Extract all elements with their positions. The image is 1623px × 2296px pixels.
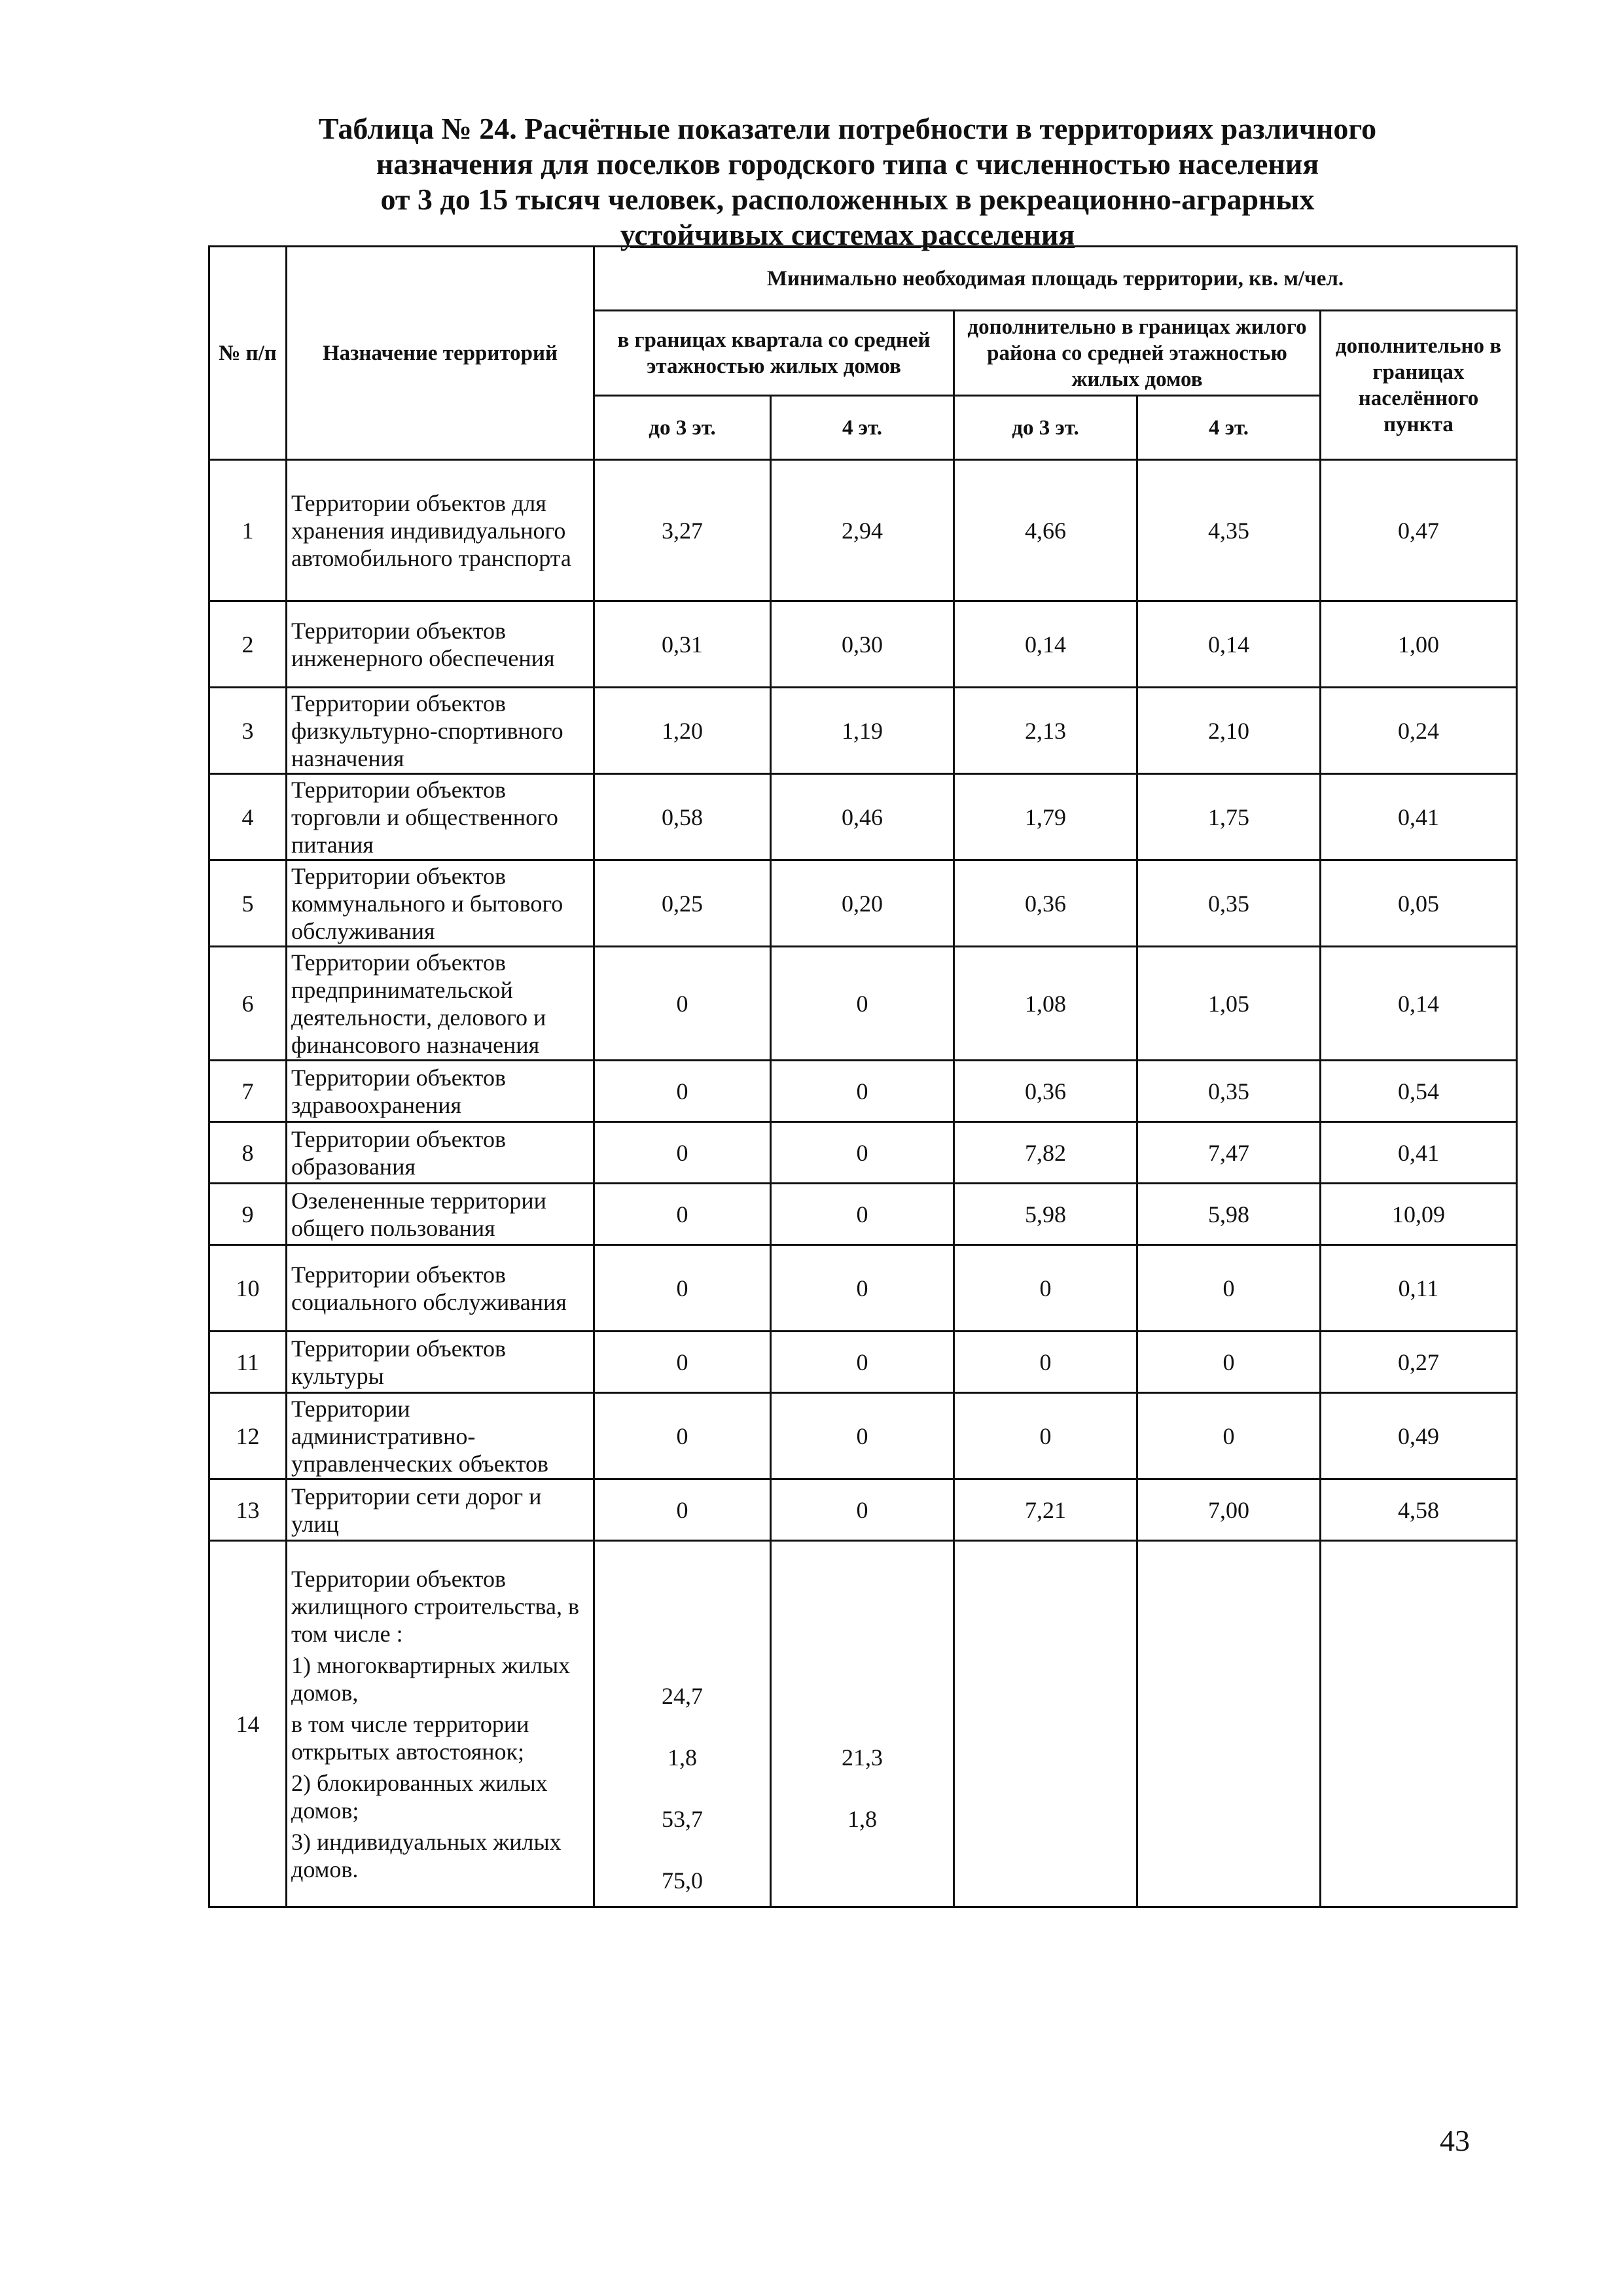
- cell-district-3: 0,14: [954, 601, 1137, 688]
- cell-district-3: 0: [954, 1332, 1137, 1393]
- cell-district-3: 4,66: [954, 460, 1137, 601]
- row-14-value: 75,0: [662, 1867, 703, 1894]
- row-name: Территории объектов здравоохранения: [287, 1061, 594, 1122]
- cell-district-4: 1,75: [1137, 774, 1321, 860]
- table-row: [209, 688, 1517, 774]
- cell-quarter-3: 0: [594, 1061, 771, 1122]
- header-number: № п/п: [209, 247, 287, 460]
- cell-settlement: 1,00: [1321, 601, 1517, 688]
- cell-quarter-4: 0: [771, 1332, 954, 1393]
- header-4-floors-district: 4 эт.: [1137, 396, 1321, 460]
- cell-quarter-3: [594, 1541, 771, 1907]
- cell-district-4: 7,47: [1137, 1122, 1321, 1184]
- cell-quarter-4: [771, 1541, 954, 1907]
- row-14-item-name: 2) блокированных жилых домов;: [291, 1769, 548, 1824]
- cell-quarter-3: 1,20: [594, 688, 771, 774]
- cell-quarter-4: 0,46: [771, 774, 954, 860]
- table-row: [209, 1061, 1517, 1122]
- table-row: [209, 947, 1517, 1061]
- header-purpose: Назначение территорий: [287, 247, 594, 460]
- row-name: Территории объектов социального обслуживания: [287, 1245, 594, 1332]
- row-number: 13: [209, 1479, 287, 1541]
- row-number: 8: [209, 1122, 287, 1184]
- row-14-value: 1,8: [668, 1744, 697, 1771]
- row-number: 11: [209, 1332, 287, 1393]
- cell-quarter-4: 0: [771, 1393, 954, 1479]
- title-line: назначения для поселков городского типа с численностью населения: [376, 147, 1319, 181]
- cell-settlement: 0,49: [1321, 1393, 1517, 1479]
- cell-district-4: 0: [1137, 1332, 1321, 1393]
- cell-settlement: 0,24: [1321, 688, 1517, 774]
- cell-district-3: 1,79: [954, 774, 1137, 860]
- cell-district-4: 0: [1137, 1393, 1321, 1479]
- table-row: [209, 1245, 1517, 1332]
- cell-settlement: 0,11: [1321, 1245, 1517, 1332]
- cell-district-3: 0,36: [954, 1061, 1137, 1122]
- cell-quarter-4: 0: [771, 1122, 954, 1184]
- table-row: [209, 1332, 1517, 1393]
- cell-settlement: 0,41: [1321, 1122, 1517, 1184]
- row-14-item-name: 3) индивидуальных жилых домов.: [291, 1828, 562, 1882]
- header-up-to-3-floors: до 3 эт.: [594, 396, 771, 460]
- table-row: [209, 1479, 1517, 1541]
- row-14-value: 1,8: [847, 1805, 877, 1832]
- cell-district-3: 0,36: [954, 860, 1137, 947]
- row-name: Территории объектов инженерного обеспечения: [287, 601, 594, 688]
- page-number: 43: [1440, 2124, 1470, 2157]
- row-number: 9: [209, 1184, 287, 1245]
- row-number: 4: [209, 774, 287, 860]
- cell-district-4: 0: [1137, 1245, 1321, 1332]
- cell-settlement: [1321, 1541, 1517, 1907]
- cell-quarter-4: 0: [771, 947, 954, 1061]
- cell-district-4: 2,10: [1137, 688, 1321, 774]
- cell-quarter-4: 0,30: [771, 601, 954, 688]
- header-min-area: Минимально необходимая площадь территории, кв. м/чел.: [594, 247, 1517, 311]
- cell-district-4: 0,35: [1137, 1061, 1321, 1122]
- cell-settlement: 0,05: [1321, 860, 1517, 947]
- cell-quarter-3: 0: [594, 1393, 771, 1479]
- header-district: дополнительно в границах жилого района со средней этажностью жилых домов: [954, 311, 1321, 396]
- row-name: Территории объектов предпринимательской деятельности, делового и финансового назначения: [287, 947, 594, 1061]
- row-number: 14: [209, 1541, 287, 1907]
- row-name: Озелененные территории общего пользования: [287, 1184, 594, 1245]
- cell-quarter-3: 0: [594, 1184, 771, 1245]
- row-14-value: 24,7: [662, 1682, 703, 1709]
- row-number: 2: [209, 601, 287, 688]
- cell-district-4: 0,14: [1137, 601, 1321, 688]
- row-14-value: 53,7: [662, 1805, 703, 1832]
- cell-quarter-4: 0,20: [771, 860, 954, 947]
- cell-settlement: 10,09: [1321, 1184, 1517, 1245]
- cell-settlement: 0,54: [1321, 1061, 1517, 1122]
- cell-quarter-3: 0: [594, 1245, 771, 1332]
- row-name: Территории объектов коммунального и бытового обслуживания: [287, 860, 594, 947]
- row-number: 10: [209, 1245, 287, 1332]
- row-name: Территории объектов образования: [287, 1122, 594, 1184]
- table-row: [209, 860, 1517, 947]
- cell-settlement: 0,27: [1321, 1332, 1517, 1393]
- header-quarter: в границах квартала со средней этажностью жилых домов: [594, 311, 954, 396]
- cell-district-3: 0: [954, 1393, 1137, 1479]
- cell-district-3: 0: [954, 1245, 1137, 1332]
- table-row: [209, 1541, 1517, 1907]
- row-14-item-name: 1) многоквартирных жилых домов,: [291, 1651, 571, 1706]
- cell-settlement: 0,47: [1321, 460, 1517, 601]
- table-row: [209, 601, 1517, 688]
- cell-quarter-3: 0,25: [594, 860, 771, 947]
- cell-quarter-4: 1,19: [771, 688, 954, 774]
- header-up-to-3-floors-district: до 3 эт.: [954, 396, 1137, 460]
- cell-quarter-3: 3,27: [594, 460, 771, 601]
- title-line: Таблица № 24. Расчётные показатели потребности в территориях различного: [318, 112, 1377, 145]
- title-line: устойчивых системах расселения: [620, 218, 1075, 251]
- cell-district-4: 4,35: [1137, 460, 1321, 601]
- table-row: [209, 1393, 1517, 1479]
- cell-district-4: 5,98: [1137, 1184, 1321, 1245]
- cell-quarter-3: 0: [594, 947, 771, 1061]
- cell-quarter-3: 0: [594, 1332, 771, 1393]
- cell-district-4: 7,00: [1137, 1479, 1321, 1541]
- header-4-floors: 4 эт.: [771, 396, 954, 460]
- row-name: Территории объектов торговли и общественного питания: [287, 774, 594, 860]
- cell-district-4: 1,05: [1137, 947, 1321, 1061]
- cell-district-4: 0,35: [1137, 860, 1321, 947]
- table-row: [209, 774, 1517, 860]
- row-number: 7: [209, 1061, 287, 1122]
- table-row: [209, 1184, 1517, 1245]
- row-number: 1: [209, 460, 287, 601]
- cell-quarter-3: 0,58: [594, 774, 771, 860]
- row-name: Территории объектов культуры: [287, 1332, 594, 1393]
- table-title: [196, 111, 1499, 253]
- cell-settlement: 0,41: [1321, 774, 1517, 860]
- row-name: Территории сети дорог и улиц: [287, 1479, 594, 1541]
- cell-district-3: 1,08: [954, 947, 1137, 1061]
- cell-district-3: 5,98: [954, 1184, 1137, 1245]
- cell-quarter-4: 2,94: [771, 460, 954, 601]
- row-number: 6: [209, 947, 287, 1061]
- row-name: [287, 1541, 594, 1907]
- row-number: 5: [209, 860, 287, 947]
- row-14-value: 21,3: [842, 1744, 883, 1771]
- cell-quarter-4: 0: [771, 1061, 954, 1122]
- row-14-intro: Территории объектов жилищного строительства, в том числе :: [291, 1565, 579, 1647]
- cell-district-4: [1137, 1541, 1321, 1907]
- cell-quarter-3: 0,31: [594, 601, 771, 688]
- cell-quarter-4: 0: [771, 1479, 954, 1541]
- row-name: Территории административно-управленческих объектов: [287, 1393, 594, 1479]
- cell-quarter-4: 0: [771, 1245, 954, 1332]
- cell-district-3: 7,82: [954, 1122, 1137, 1184]
- cell-settlement: 4,58: [1321, 1479, 1517, 1541]
- title-line: от 3 до 15 тысяч человек, расположенных в рекреационно-аграрных: [380, 183, 1315, 216]
- cell-district-3: [954, 1541, 1137, 1907]
- table-row: [209, 460, 1517, 601]
- cell-district-3: 2,13: [954, 688, 1137, 774]
- cell-quarter-3: 0: [594, 1122, 771, 1184]
- row-14-item-name: в том числе территории открытых автостоянок;: [291, 1710, 529, 1765]
- table-row: [209, 1122, 1517, 1184]
- row-number: 12: [209, 1393, 287, 1479]
- cell-quarter-3: 0: [594, 1479, 771, 1541]
- cell-settlement: 0,14: [1321, 947, 1517, 1061]
- cell-quarter-4: 0: [771, 1184, 954, 1245]
- norms-table: [208, 245, 1518, 1908]
- row-name: Территории объектов для хранения индивидуального автомобильного транспорта: [287, 460, 594, 601]
- header-settlement: дополнительно в границах населённого пункта: [1321, 311, 1517, 460]
- row-name: Территории объектов физкультурно-спортивного назначения: [287, 688, 594, 774]
- cell-district-3: 7,21: [954, 1479, 1137, 1541]
- row-number: 3: [209, 688, 287, 774]
